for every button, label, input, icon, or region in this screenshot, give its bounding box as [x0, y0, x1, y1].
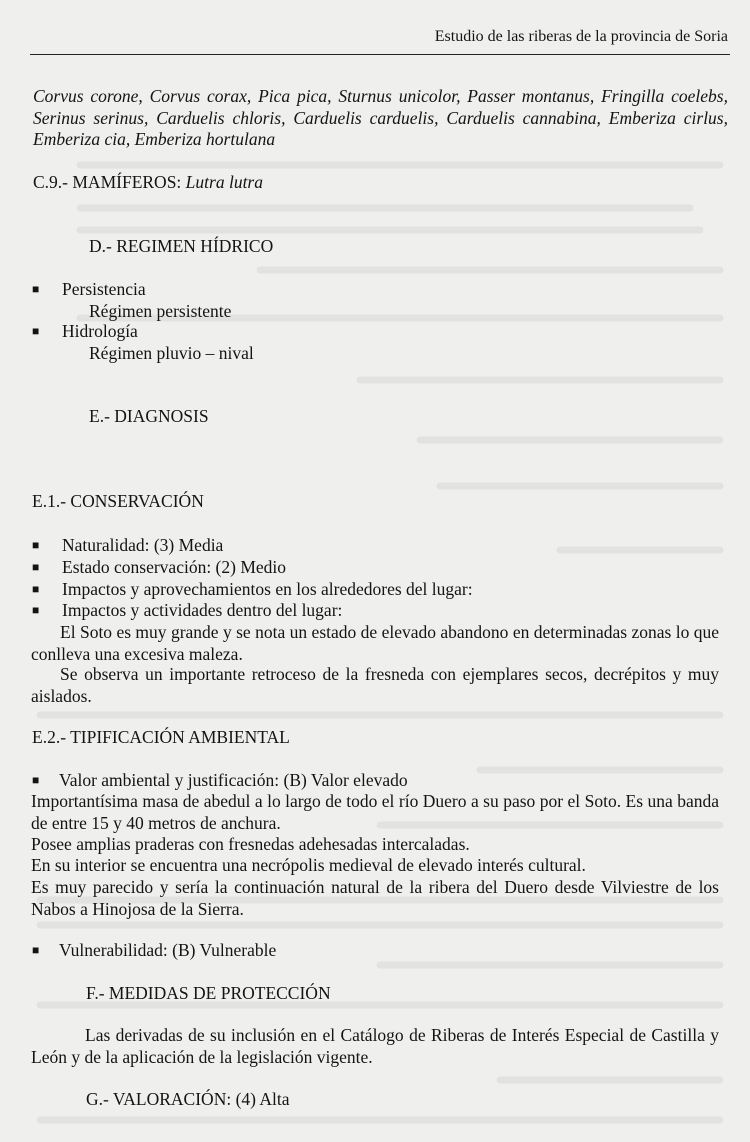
c9-line [33, 172, 263, 193]
section-f-heading: F.- MEDIDAS DE PROTECCIÓN [86, 983, 331, 1003]
bullet-icon: ■ [32, 943, 40, 957]
justificacion-line-4: Es muy parecido y sería la continuación natural de la ribera del Duero desde Vilviestre de los Nabos a Hinojosa de la Sierra. [31, 877, 719, 919]
bullet-icon: ■ [32, 582, 40, 596]
persistencia-value: Régimen persistente [89, 301, 232, 321]
hidrologia-label: Hidrología [62, 321, 138, 341]
impactos-paragraph-2: Se observa un importante retroceso de la fresneda con ejemplares secos, decrépitos y muy aislados. [31, 664, 719, 706]
justificacion-line-2: Posee amplias praderas con fresnedas adehesadas intercaladas. [31, 834, 470, 854]
c9-species: Lutra lutra [185, 172, 263, 192]
bullet-icon: ■ [32, 282, 40, 296]
bullet-icon: ■ [32, 603, 40, 617]
section-e-heading: E.- DIAGNOSIS [89, 406, 209, 426]
conservacion-item: Impactos y actividades dentro del lugar: [62, 600, 343, 620]
section-e1-heading: E.1.- CONSERVACIÓN [32, 491, 204, 511]
bullet-icon: ■ [32, 773, 40, 787]
bullet-icon: ■ [32, 538, 40, 552]
section-d-heading: D.- REGIMEN HÍDRICO [89, 236, 274, 256]
conservacion-item: Impactos y aprovechamientos en los alrededores del lugar: [62, 579, 473, 599]
section-e2-heading: E.2.- TIPIFICACIÓN AMBIENTAL [32, 727, 290, 747]
vulnerabilidad: Vulnerabilidad: (B) Vulnerable [59, 940, 277, 960]
medidas-paragraph: Las derivadas de su inclusión en el Catálogo de Riberas de Interés Especial de Castilla y León y de la aplicación de la legislación vigente. [31, 1025, 719, 1067]
justificacion-line-1: Importantísima masa de abedul a lo largo de todo el río Duero a su paso por el Soto. Es una banda de entre 15 y 40 metros de anchura. [31, 791, 719, 833]
conservacion-item: Estado conservación: (2) Medio [62, 557, 287, 577]
justificacion-line-3: En su interior se encuentra una necrópolis medieval de elevado interés cultural. [31, 855, 586, 875]
section-g-heading: G.- VALORACIÓN: (4) Alta [86, 1089, 290, 1109]
conservacion-item: Naturalidad: (3) Media [62, 535, 224, 555]
running-header: Estudio de las riberas de la provincia de Soria [434, 28, 728, 45]
bullet-icon: ■ [32, 324, 40, 338]
valor-ambiental: Valor ambiental y justificación: (B) Valor elevado [59, 770, 408, 790]
c9-label: C.9.- MAMÍFEROS: [33, 172, 186, 192]
bullet-icon: ■ [32, 560, 40, 574]
persistencia-label: Persistencia [62, 279, 146, 299]
impactos-paragraph-1: El Soto es muy grande y se nota un estado de elevado abandono en determinadas zonas lo que conlleva una excesiva maleza. [31, 622, 719, 664]
header-rule [30, 54, 730, 55]
hidrologia-value: Régimen pluvio – nival [89, 343, 254, 363]
bird-species-list: Corvus corone, Corvus corax, Pica pica, Sturnus unicolor, Passer montanus, Fringilla coelebs, Serinus serinus, Carduelis chloris, Carduelis carduelis, Carduelis cannabina, Emberiza cirlus, Emberiza cia, Emberiza hortulana [33, 86, 728, 149]
